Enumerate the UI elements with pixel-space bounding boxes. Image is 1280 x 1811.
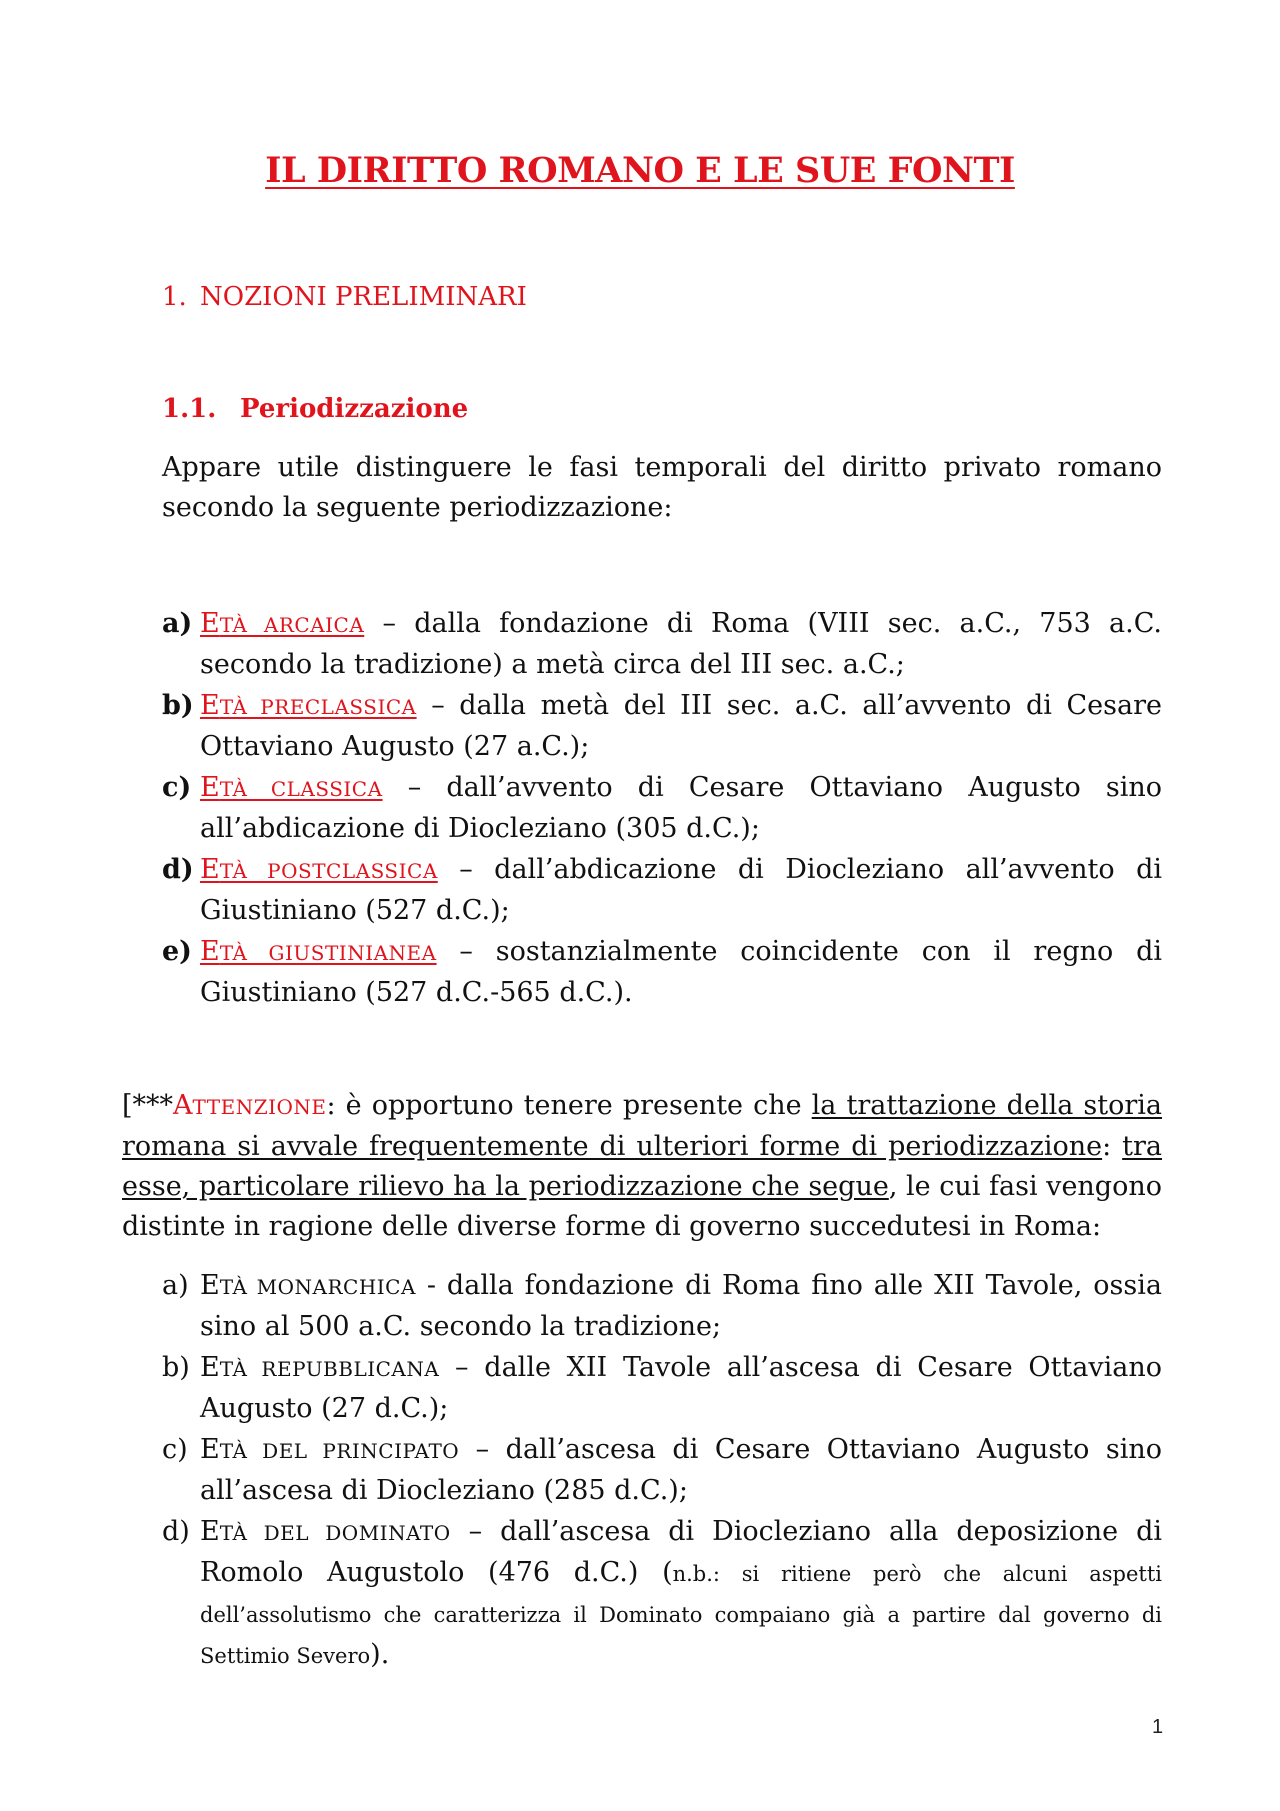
period-label: ETÀ GIUSTINIANEA <box>200 936 437 967</box>
attention-underlined-text: la trattazione della storia romana si avvale frequentemente di ulteriori forme di periodizzazione <box>122 1090 1162 1162</box>
list-item <box>162 604 1162 685</box>
section-title: NOZIONI PRELIMINARI <box>200 282 527 312</box>
list-marker: b) <box>162 1352 190 1383</box>
subsection-number: 1.1. <box>162 394 217 424</box>
attention-text: , le cui fasi vengono distinte in ragione delle diverse forme di governo succedutesi in Roma: <box>122 1171 1162 1242</box>
period-description: – dall’avvento di Cesare Ottaviano Augusto sino all’abdicazione di Diocleziano (305 d.C.); <box>200 772 1162 844</box>
list-marker: a) <box>162 1270 189 1301</box>
period-label: ETÀ CLASSICA <box>200 772 383 803</box>
subsection-title: Periodizzazione <box>240 394 469 424</box>
period-description: – dall’abdicazione di Diocleziano all’avvento di Giustiniano (527 d.C.); <box>200 854 1162 926</box>
period-description: - dalla fondazione di Roma fino alle XII Tavole, ossia sino al 500 a.C. secondo la tradizione; <box>200 1270 1162 1342</box>
period-label: ETÀ DEL PRINCIPATO <box>200 1434 460 1465</box>
period-label: ETÀ MONARCHICA <box>200 1270 416 1301</box>
period-label: ETÀ REPUBBLICANA <box>200 1352 440 1383</box>
period-description: – dall’ascesa di Cesare Ottaviano Augusto sino all’ascesa di Diocleziano (285 d.C.); <box>200 1434 1162 1506</box>
period-label: ETÀ POSTCLASSICA <box>200 854 438 885</box>
document-title: IL DIRITTO ROMANO E LE SUE FONTI <box>265 150 1015 191</box>
list-marker: c) <box>162 1434 188 1465</box>
period-label: ETÀ PRECLASSICA <box>200 690 417 721</box>
section-heading <box>162 282 527 312</box>
page-number: 1 <box>1152 1716 1164 1738</box>
list-item <box>162 850 1162 931</box>
period-label: ETÀ DEL DOMINATO <box>200 1516 451 1547</box>
list-item <box>162 1266 1162 1347</box>
subsection-heading <box>162 394 468 424</box>
period-description: – dall’ascesa di Diocleziano alla deposizione di Romolo Augustolo (476 d.C.) ( <box>200 1516 1162 1588</box>
attention-underlined-text: tra esse, particolare rilievo ha la periodizzazione che segue <box>122 1131 1163 1202</box>
period-description: – dalla fondazione di Roma (VIII sec. a.C., 753 a.C. secondo la tradizione) a metà circa del III sec. a.C.; <box>200 608 1162 680</box>
list-item <box>162 932 1162 1013</box>
intro-paragraph: Appare utile distinguere le fasi temporali del diritto privato romano secondo la seguente periodizzazione: <box>162 452 1162 523</box>
list-marker: d) <box>162 854 194 885</box>
list-marker: e) <box>162 936 192 967</box>
list-item <box>162 686 1162 767</box>
period-label: ETÀ ARCAICA <box>200 608 365 639</box>
list-item <box>162 1348 1162 1429</box>
government-periods-list <box>162 1266 1162 1677</box>
periods-list <box>162 604 1162 1014</box>
list-item <box>162 1430 1162 1511</box>
list-marker: c) <box>162 772 192 803</box>
list-item <box>162 768 1162 849</box>
attention-text: : <box>1102 1131 1123 1162</box>
section-number: 1. <box>162 282 187 312</box>
period-description: – sostanzialmente coincidente con il regno di Giustiniano (527 d.C.-565 d.C.). <box>200 936 1162 1008</box>
period-closing: ). <box>370 1639 390 1670</box>
period-description: – dalla metà del III sec. a.C. all’avvento di Cesare Ottaviano Augusto (27 a.C.); <box>200 690 1162 762</box>
list-item <box>162 1512 1162 1676</box>
list-marker: d) <box>162 1516 190 1547</box>
attention-prefix: [*** <box>122 1090 174 1121</box>
list-marker: b) <box>162 690 194 721</box>
period-description: – dalle XII Tavole all’ascesa di Cesare Ottaviano Augusto (27 d.C.); <box>200 1352 1162 1424</box>
period-note: n.b.: si ritiene però che alcuni aspetti dell’assolutismo che caratterizza il Dominato compaiano già a partire dal governo di Settimio Severo <box>200 1562 1162 1668</box>
attention-paragraph <box>122 1086 1162 1247</box>
attention-text: : è opportuno tenere presente che <box>326 1090 812 1121</box>
list-marker: a) <box>162 608 193 639</box>
attention-label: ATTENZIONE <box>173 1090 327 1121</box>
